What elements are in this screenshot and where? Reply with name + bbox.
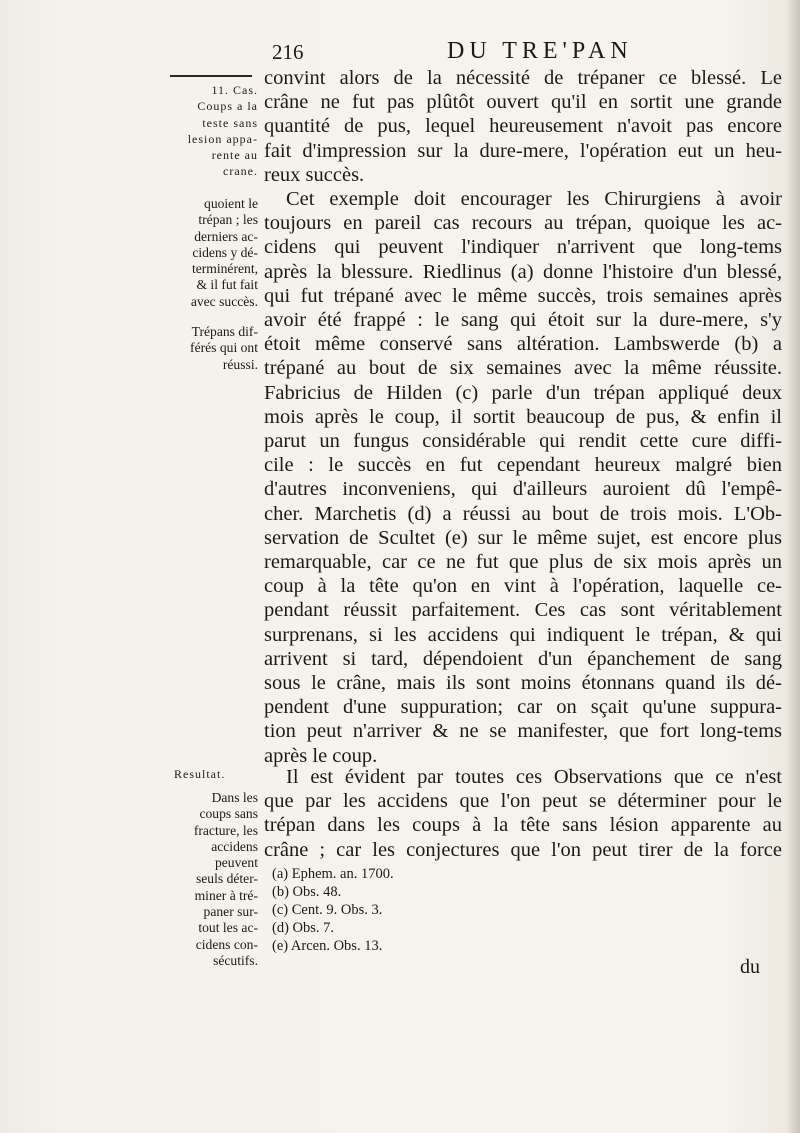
text-line: étoit même conservé sans altération. Lambswerde (b) a (264, 333, 782, 356)
text-line: tion peut n'arriver & ne se manifester, que fort long-tems (264, 720, 782, 743)
text-line: pendent d'une suppuration; car on sçait qu'une suppura- (264, 696, 782, 719)
text-line: fait d'impression sur la dure-mere, l'opération eut un heu- (264, 139, 782, 162)
page-number: 216 (272, 40, 304, 64)
page-spine-shadow (786, 0, 800, 1133)
text-line: d'autres inconveniens, qui d'ailleurs auroient dû l'empê- (264, 478, 782, 501)
margin-line: férés qui ont (190, 340, 258, 356)
footnotes (272, 865, 492, 955)
text-line: parut un fungus considérable qui rendit cette cure diffi- (264, 430, 782, 453)
margin-rule (170, 75, 252, 77)
margin-line: quoient le (204, 196, 258, 211)
text-line: reux succès. (264, 163, 365, 186)
page-header (262, 38, 782, 68)
text-line: crâne ne fut pas plûtôt ouvert qu'il en sortit une grande (264, 91, 782, 114)
text-line: avoir été frappé : le sang qui étoit sur la dure-mere, s'y (264, 309, 782, 332)
text-line: toujours en pareil cas recours au trépan, quoique les ac- (264, 212, 782, 235)
footnote: (b) Obs. 48. (272, 884, 342, 900)
text-line: Il est évident par toutes ces Observations que ce n'est (286, 766, 782, 788)
text-line: quantité de pus, lequel heureusement n'avoit pas encore (264, 115, 782, 138)
margin-line: accidens (211, 838, 258, 854)
margin-line: miner à tré- (194, 887, 258, 903)
resultat-heading: Resultat. (174, 767, 226, 781)
text-line: coup à la tête qu'on en vint à l'opération, laquelle ce- (264, 575, 782, 598)
margin-case-text (166, 196, 258, 310)
text-line: Fabricius de Hilden (c) parle d'un trépan appliqué deux (264, 381, 782, 404)
footnote: (e) Arcen. Obs. 13. (272, 938, 383, 954)
margin-line: seuls déter- (195, 871, 258, 887)
paragraph-2 (264, 187, 782, 768)
margin-line: paner sur- (203, 904, 258, 920)
footnote: (a) Ephem. an. 1700. (272, 866, 394, 882)
text-line: trépan dans les coups à la tête sans lésion apparente au (264, 814, 782, 837)
margin-line: rente au (211, 148, 258, 163)
margin-line: Coups a la (197, 99, 258, 114)
text-line: surprenans, si les accidens qui indiquent le trépan, & qui (264, 623, 782, 646)
margin-line: & il fut fait (196, 277, 258, 293)
margin-line: coups sans (199, 806, 258, 822)
margin-line: peuvent (214, 855, 258, 871)
paragraph-3 (264, 765, 782, 862)
margin-line: lesion appa- (187, 131, 258, 146)
margin-line: cidens con- (195, 936, 258, 952)
text-line: Cet exemple doit encourager les Chirurgiens à avoir (286, 188, 782, 210)
margin-line: cidens y dé- (192, 244, 258, 260)
text-line: mois après le coup, il sortit beaucoup de pus, & enfin il (264, 405, 782, 428)
margin-line: 11. Cas. (211, 83, 258, 97)
text-line: crâne ; car les conjectures que l'on peut tirer de la force (264, 838, 782, 861)
margin-line: derniers ac- (194, 228, 258, 244)
footnote: (d) Obs. 7. (272, 920, 335, 936)
margin-line: sécutifs. (213, 952, 258, 968)
margin-line: trépan ; les (198, 212, 258, 228)
footnote: (c) Cent. 9. Obs. 3. (272, 902, 383, 918)
catchword: du (740, 956, 760, 978)
text-line: remarquable, car ce ne fut que plus de six mois après un (264, 551, 782, 574)
text-line: après la blessure. Riedlinus (a) donne l'histoire d'un blessé, (264, 260, 782, 283)
text-line: trépané au bout de six semaines avec la même réussite. (264, 357, 782, 380)
margin-line: Trépans dif- (191, 324, 258, 339)
running-title: DU TRE'PAN (447, 38, 633, 64)
margin-line: fracture, les (193, 822, 258, 838)
paragraph-1 (264, 66, 782, 187)
text-line: cidens qui peuvent l'indiquer n'arrivent que long-tems (264, 236, 782, 259)
text-line: sous le crâne, mais ils sont moins étonnans quand ils dé- (264, 672, 782, 695)
margin-line: terminérent, (191, 261, 258, 277)
text-line: servation de Scultet (e) sur le même sujet, est encore plus (264, 526, 782, 549)
margin-line: réussi. (222, 356, 258, 372)
margin-resultat-text (166, 790, 258, 969)
margin-line: tout les ac- (198, 920, 258, 936)
text-line: que par les accidens que l'on peut se déterminer pour le (264, 790, 782, 813)
margin-line: avec succès. (190, 293, 258, 309)
text-line: après le coup. (264, 744, 378, 767)
text-line: cher. Marchetis (d) a réussi au bout de trois mois. L'Ob- (264, 502, 782, 525)
text-line: convint alors de la nécessité de trépaner ce blessé. Le (264, 67, 782, 89)
margin-line: teste sans (202, 115, 258, 130)
text-line: arrivent si tard, dépendoient d'un épanchement de sang (264, 647, 782, 670)
margin-case-heading (166, 82, 258, 180)
margin-resultat (166, 766, 258, 782)
margin-trepans-note (166, 324, 258, 373)
text-line: cile : le succès en fut cependant heureux malgré bien (264, 454, 782, 477)
margin-line: crane. (223, 164, 258, 179)
text-line: pendant réussit parfaitement. Ces cas sont véritablement (264, 599, 782, 622)
margin-line: Dans les (211, 790, 258, 805)
text-line: qui fut trépané avec le même succès, trois semaines après (264, 284, 782, 307)
